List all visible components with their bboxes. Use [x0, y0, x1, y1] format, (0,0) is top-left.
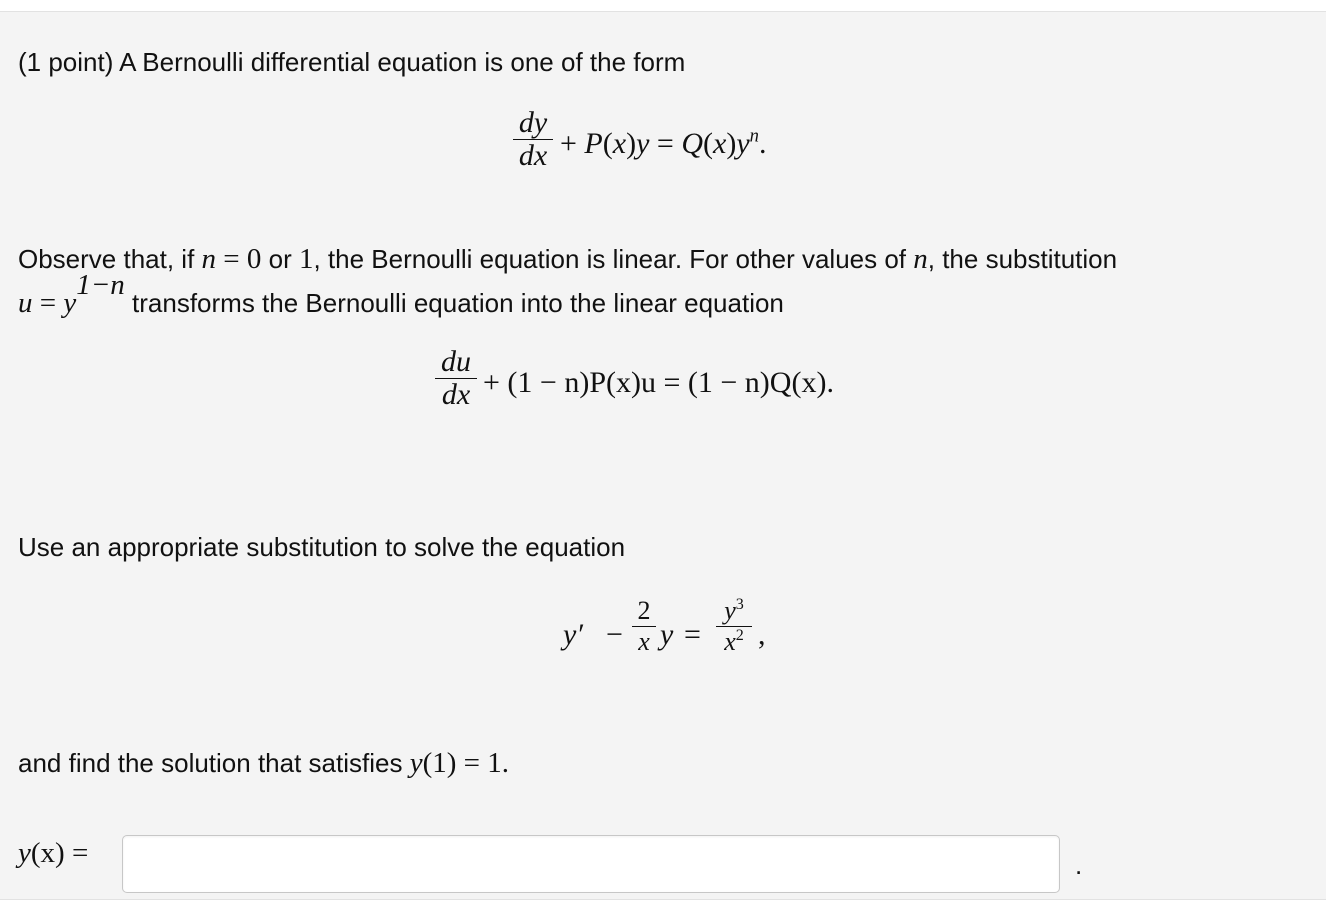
eq1-x: x [612, 127, 627, 160]
answer-input[interactable] [122, 835, 1060, 893]
math-equals-zero: = 0 [216, 243, 262, 275]
eq1-Q: Q [681, 127, 703, 160]
math-n: n [913, 243, 928, 275]
eq1-equals: = [649, 127, 682, 160]
eq3-comma: , [758, 618, 766, 651]
eq1-y: y [736, 127, 750, 160]
observe-text: transforms the Bernoulli equation into the linear equation [124, 287, 784, 318]
problem-panel [0, 11, 1326, 900]
observe-text: Observe that, if [18, 244, 202, 274]
observe-text: , the Bernoulli equation is linear. For other values of [313, 244, 914, 274]
eq3-yprime: y′ [563, 618, 583, 651]
eq1-exponent: n [749, 125, 759, 147]
eq2-rest: + (1 − n)P(x)u = (1 − n)Q(x). [483, 366, 834, 399]
find-text [18, 748, 509, 778]
eq3-frac1-numerator: 2 [637, 596, 651, 625]
find-text-body: and find the solution that satisfies [18, 748, 410, 778]
eq1-period: . [758, 127, 767, 160]
observe-text: or [261, 244, 299, 274]
eq2-numerator: du [441, 345, 471, 378]
math-label-rest: (x) = [30, 837, 89, 869]
math-exponent: 1−n [76, 269, 125, 301]
math-y: y [18, 837, 31, 869]
math-one: 1 [298, 243, 314, 275]
math-initial-condition: (1) = 1. [422, 747, 509, 779]
eq1-y: y [636, 127, 650, 160]
eq1-numerator: dy [518, 106, 548, 139]
eq1-denominator: dx [518, 139, 548, 172]
math-y: y [63, 286, 77, 319]
observe-line-1 [18, 244, 1117, 274]
observe-line-2 [18, 269, 784, 319]
answer-period: . [1075, 850, 1083, 880]
math-equals: = [32, 286, 64, 319]
eq1-paren: ) [726, 127, 737, 160]
problem-intro: (1 point) A Bernoulli differential equation is one of the form [18, 47, 686, 77]
eq1-paren: ) [626, 127, 637, 160]
eq1-x: x [713, 127, 727, 160]
eq3-y: y [660, 618, 674, 651]
eq3-frac2-y: y [724, 596, 736, 625]
eq1-fraction [513, 107, 553, 172]
eq3-frac2-numerator [716, 596, 752, 626]
eq3-equals: = [684, 618, 701, 651]
math-u: u [18, 286, 33, 319]
eq3-frac2-exp: 2 [735, 627, 744, 645]
eq3-frac2-denominator [716, 627, 752, 657]
eq3-minus: − [606, 618, 623, 651]
math-n: n [201, 243, 217, 275]
eq3-fraction-1 [632, 596, 656, 657]
eq3-frac2-x: x [724, 627, 736, 656]
math-y: y [409, 747, 423, 779]
eq1-plus: + [560, 127, 585, 160]
eq1-rest [560, 127, 766, 161]
observe-text: , the substitution [927, 244, 1118, 274]
eq3-frac1-denominator: x [638, 627, 650, 656]
answer-label [18, 838, 88, 868]
eq1-P: P [584, 127, 603, 160]
eq1-paren: ( [703, 127, 713, 160]
eq2-denominator: dx [441, 378, 471, 411]
eq3-fraction-2 [716, 596, 752, 657]
eq2-fraction [435, 346, 477, 411]
use-text: Use an appropriate substitution to solve the equation [18, 532, 626, 562]
eq3-frac2-exp: 3 [735, 596, 744, 614]
eq1-paren: ( [602, 127, 613, 160]
